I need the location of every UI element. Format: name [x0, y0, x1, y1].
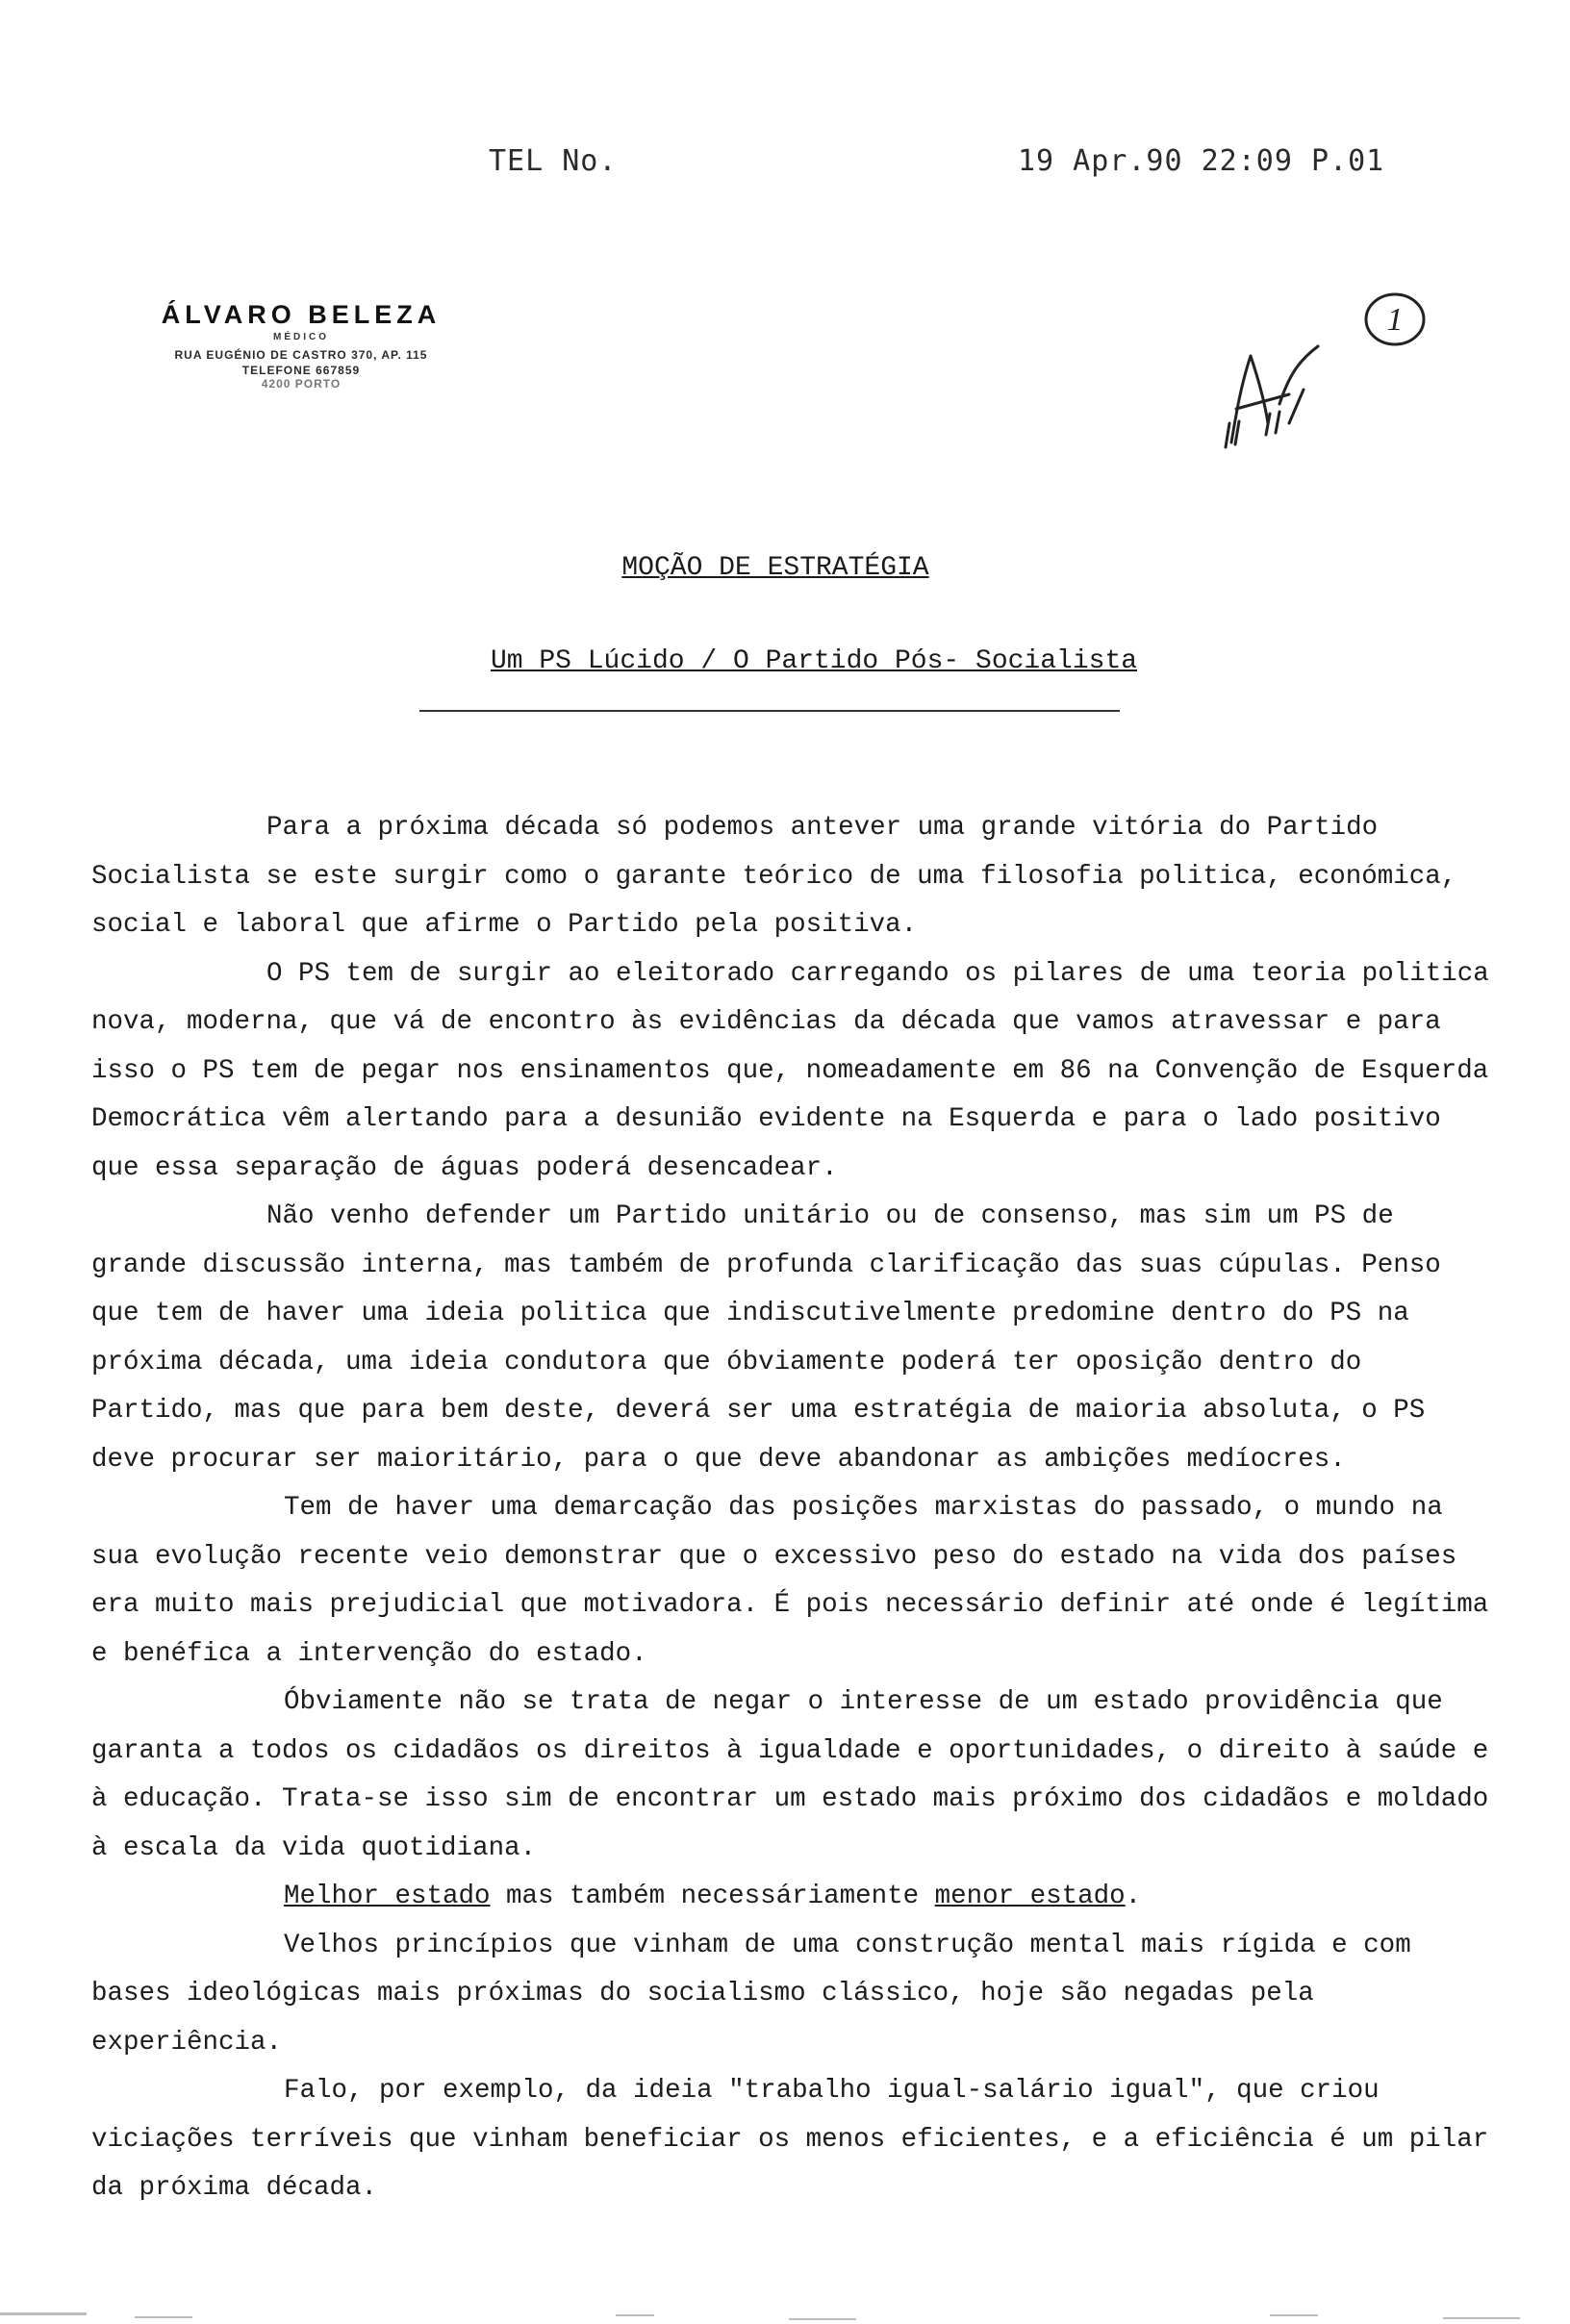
paragraph-7: Velhos princípios que vinham de uma construção mental mais rígida e com bases ideológicas mais próximas do socialismo clássico, hoje são negadas pela experiência. [91, 1930, 1411, 2058]
letterhead-city: 4200 PORTO [261, 377, 342, 391]
paragraph-5: Óbviamente não se trata de negar o interesse de um estado providência que garanta a todos os cidadãos os direitos à igualdade e oportunidades, o direito à saúde e à educação. Trata-se isso sim de encontrar um estado mais próximo dos cidadãos e moldado à escala da vida quotidiana. [91, 1687, 1489, 1863]
document-body [91, 804, 1496, 2213]
handwritten-initials [1231, 346, 1318, 442]
letterhead-name: ÁLVARO BELEZA [161, 300, 442, 329]
subtitle-rule [419, 710, 1120, 712]
paragraph-3: Não venho defender um Partido unitário ou de consenso, mas sim um PS de grande discussão interna, mas também de profunda clarificação das suas cúpulas. Penso que tem de haver uma ideia politica que indiscutivelmente predomine dentro do PS na próxima década, uma ideia condutora que óbviamente poderá ter oposição dentro do Partido, mas que para bem deste, deverá ser uma estratégia de maioria absoluta, o PS deve procurar ser maioritário, para o que deve abandonar as ambições medíocres. [91, 1201, 1441, 1475]
paragraph-2: O PS tem de surgir ao eleitorado carregando os pilares de uma teoria politica nova, moderna, que vá de encontro às evidências da década que vamos atravessar e para isso o PS tem de pegar nos ensinamentos que, nomeadamente em 86 na Convenção de Esquerda Democrática vêm alertando para a desunião evidente na Esquerda e para o lado positivo que essa separação de águas poderá desencadear. [91, 958, 1489, 1183]
letterhead-address: RUA EUGÉNIO DE CASTRO 370, AP. 115 [174, 348, 428, 362]
fax-transmission-header [0, 144, 1570, 183]
letterhead-phone: TELEFONE 667859 [241, 364, 361, 377]
letterhead-title: MÉDICO [273, 332, 329, 342]
phrase-end: . [1125, 1882, 1142, 1911]
fax-datetime: 19 Apr.90 22:09 P.01 [1018, 144, 1385, 178]
document-title-text: MOÇÃO DE ESTRATÉGIA [621, 553, 929, 583]
handwritten-annotation [1212, 279, 1462, 471]
fax-tel-number: TEL No. [489, 144, 618, 178]
paragraph-8: Falo, por exemplo, da ideia "trabalho igual-salário igual", que criou viciações terríveis que vinham beneficiar os menos eficientes, e a eficiência é um pilar da próxima década. [91, 2076, 1489, 2203]
phrase-middle: mas também necessáriamente [490, 1882, 935, 1911]
document-subtitle-text: Um PS Lúcido / O Partido Pós- Socialista [490, 646, 1138, 676]
circled-number: 1 [1386, 302, 1404, 338]
phrase-menor-estado: menor estado [934, 1882, 1126, 1911]
paragraph-4: Tem de haver uma demarcação das posições marxistas do passado, o mundo na sua evolução recente veio demonstrar que o excessivo peso do estado na vida dos países era muito mais prejudicial que motivadora. É pois necessário definir até onde é legítima e benéfica a intervenção do estado. [91, 1493, 1489, 1669]
document-subtitle [0, 646, 1570, 676]
paragraph-1: Para a próxima década só podemos antever uma grande vitória do Partido Socialista se este surgir como o garante teórico de uma filosofia politica, económica, social e laboral que afirme o Partido pela positiva. [91, 813, 1457, 940]
paragraph-6 [91, 1873, 1496, 1922]
letterhead [123, 300, 479, 391]
scan-noise-edge [0, 2286, 1570, 2324]
document-title [0, 553, 1570, 583]
phrase-melhor-estado: Melhor estado [284, 1882, 491, 1911]
